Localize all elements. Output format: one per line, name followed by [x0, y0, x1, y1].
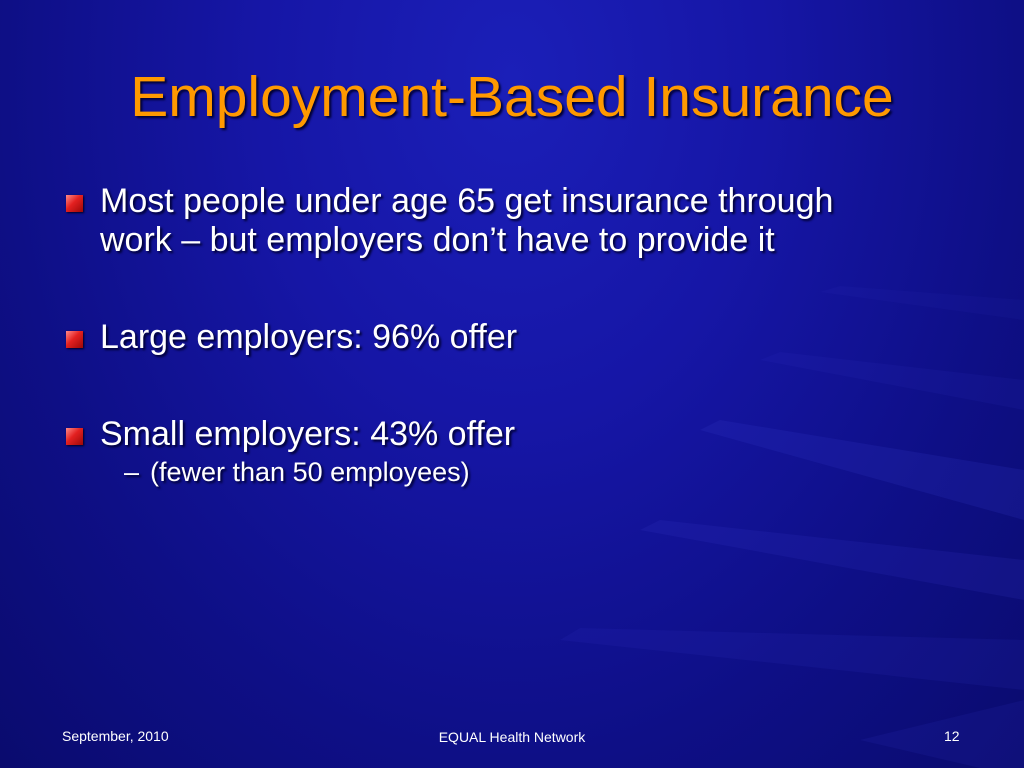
dash-bullet-icon: – [124, 457, 140, 487]
sub-bullet-text: (fewer than 50 employees) [150, 457, 470, 487]
slide-title: Employment-Based Insurance [130, 65, 894, 129]
red-square-bullet-icon [66, 428, 83, 445]
bullet-line: Most people under age 65 get insurance through [100, 182, 834, 220]
footer-organization: EQUAL Health Network [438, 729, 586, 745]
sub-bullet-item [124, 454, 986, 490]
bullet-line: work – but employers don’t have to provide it [100, 221, 775, 259]
bullet-item [66, 182, 986, 260]
bullet-list [66, 182, 986, 490]
footer-page-number: 12 [944, 728, 960, 744]
bullet-item [66, 318, 986, 357]
red-square-bullet-icon [66, 195, 83, 212]
bullet-line: Small employers: 43% offer [100, 415, 516, 453]
bullet-line: Large employers: 96% offer [100, 318, 518, 356]
footer-date: September, 2010 [62, 728, 169, 744]
red-square-bullet-icon [66, 331, 83, 348]
bullet-item [66, 415, 986, 454]
